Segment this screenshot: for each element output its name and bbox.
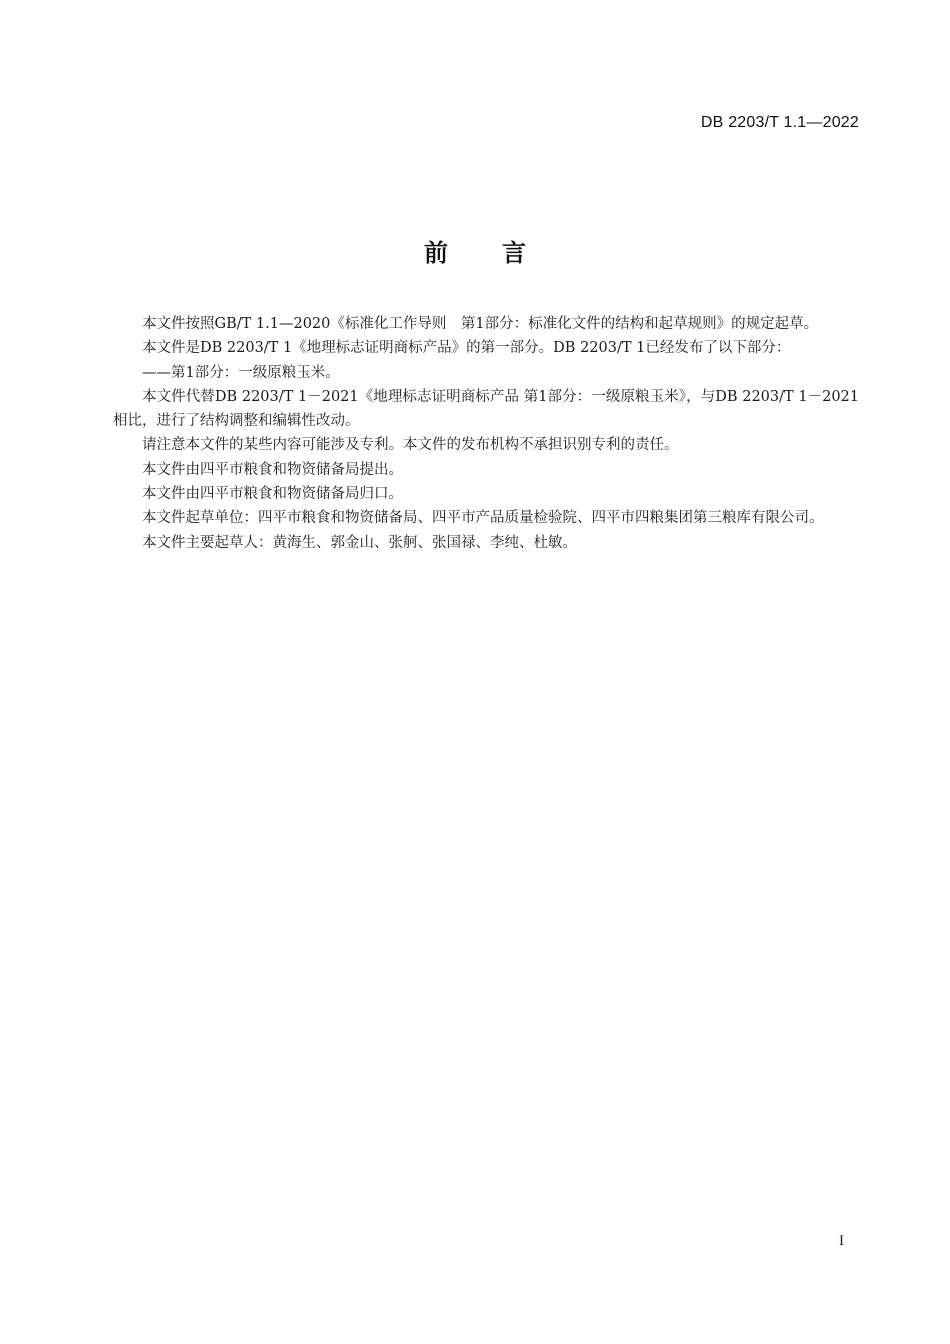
paragraph-proposed-by: 本文件由四平市粮食和物资储备局提出。: [142, 461, 403, 478]
paragraph-replaces: 本文件代替DB 2203/T 1－2021《地理标志证明商标产品 第1部分：一级原粮玉米》，与DB 2203/T 1－2021相比，进行了结构调整和编辑性改动。: [113, 388, 859, 430]
paragraph-drafting-units: 本文件起草单位：四平市粮食和物资储备局、四平市产品质量检验院、四平市四粮集团第三粮库有限公司。: [142, 510, 824, 527]
document-code: DB 2203/T 1.1—2022: [700, 114, 859, 131]
page-number: I: [839, 1233, 844, 1249]
paragraph-part-of-series: 本文件是DB 2203/T 1《地理标志证明商标产品》的第一部分。DB 2203/T 1已经发布了以下部分：: [142, 340, 791, 357]
paragraph-administered-by: 本文件由四平市粮食和物资储备局归口。: [142, 486, 403, 503]
page-title-char-2: 言: [502, 239, 526, 267]
page-title: [0, 233, 950, 268]
paragraph-patent-notice: 请注意本文件的某些内容可能涉及专利。本文件的发布机构不承担识别专利的责任。: [142, 437, 679, 454]
paragraph-drafters: 本文件主要起草人：黄海生、郭金山、张舸、张国禄、李纯、杜敏。: [142, 534, 577, 551]
paragraph-part-list-item: ——第1部分：一级原粮玉米。: [142, 364, 340, 381]
foreword-body: [113, 312, 859, 555]
page-title-char-1: 前: [424, 239, 448, 267]
paragraph-drafting-rules: 本文件按照GB/T 1.1—2020《标准化工作导则 第1部分：标准化文件的结构和起草规则》的规定起草。: [142, 316, 819, 332]
